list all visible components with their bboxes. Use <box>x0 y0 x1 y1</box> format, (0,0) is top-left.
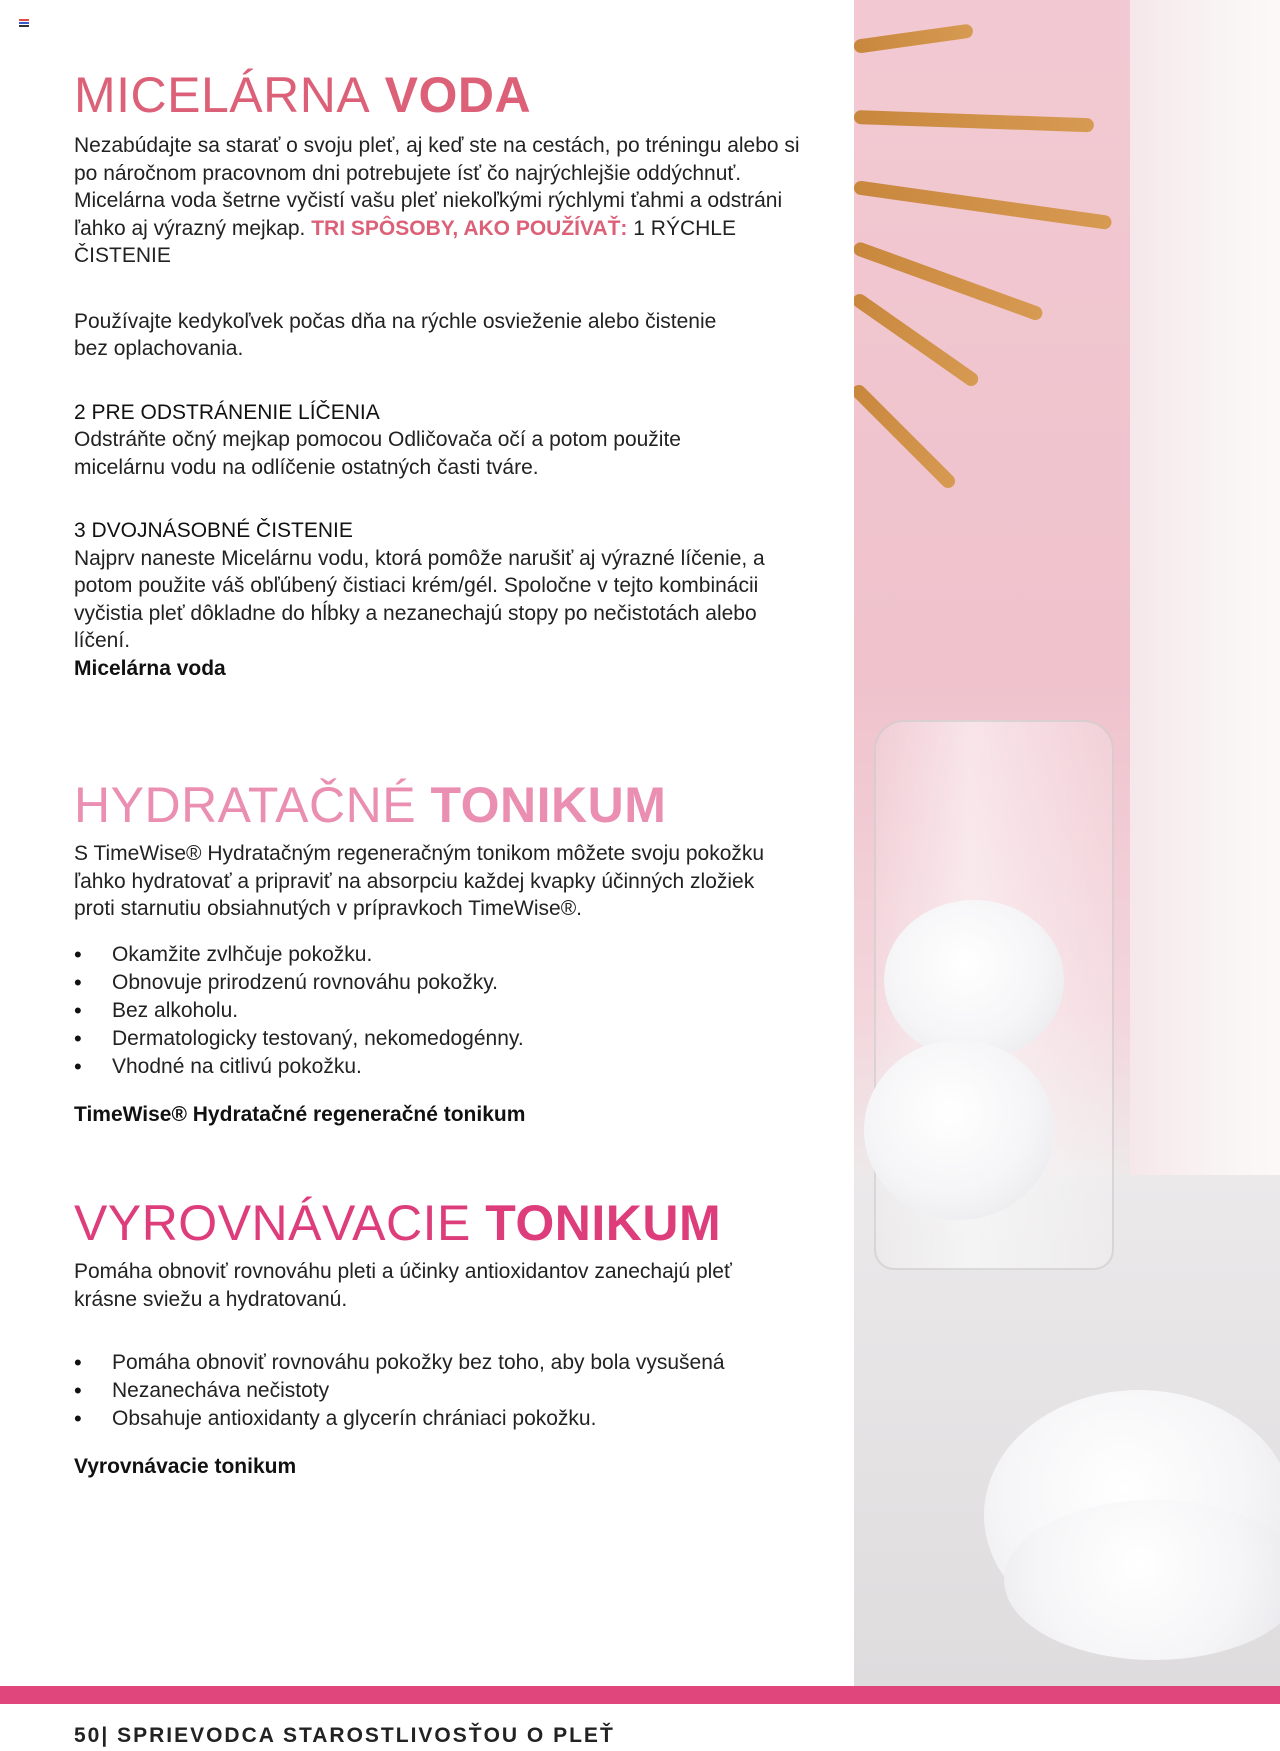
hydrating-product-name: TimeWise® Hydratačné regeneračné tonikum <box>74 1102 526 1126</box>
page-content <box>74 60 814 1481</box>
balancing-benefits-list <box>74 1349 814 1433</box>
ways-label: TRI SPÔSOBY, AKO POUŽÍVAŤ: <box>311 216 628 240</box>
list-item: • Vhodné na citlivú pokožku. <box>74 1053 814 1081</box>
list-item: • Dermatologicky testovaný, nekomedogénny. <box>74 1025 814 1053</box>
list-item: • Obnovuje prirodzenú rovnováhu pokožky. <box>74 969 814 997</box>
wooden-stick <box>854 110 1094 132</box>
cotton-pad <box>864 1040 1054 1220</box>
footer-accent-bar <box>0 1686 1280 1704</box>
cotton-pad <box>884 900 1064 1060</box>
way3-heading: 3 DVOJNÁSOBNÉ ČISTENIE <box>74 519 353 542</box>
way1-heading: 1 RÝCHLE ČISTENIE <box>74 216 736 267</box>
wooden-stick <box>854 291 981 389</box>
list-item: • Pomáha obnoviť rovnováhu pokožky bez toho, aby bola vysušená <box>74 1349 814 1377</box>
title-bold-part: VODA <box>384 67 532 123</box>
cotton-pads-photo <box>854 0 1280 1686</box>
title-light-part: MICELÁRNA <box>74 67 371 123</box>
wooden-stick <box>854 180 1112 230</box>
list-item: • Okamžite zvlhčuje pokožku. <box>74 941 814 969</box>
way2-text: Odstráňte očný mejkap pomocou Odličovača očí a potom použite micelárnu vodu na odlíčenie ostatných časti tváre. <box>74 428 681 479</box>
title-bold-part: TONIKUM <box>430 777 667 833</box>
hydrating-intro: S TimeWise® Hydratačným regeneračným tonikom môžete svoju pokožku ľahko hydratovať a pripraviť na absorpciu každej kvapky účinných zložiek proti starnutiu obsiahnutých v prípravkoch TimeWise®. <box>74 842 765 920</box>
way3-text: Najprv naneste Micelárnu vodu, ktorá pomôže narušiť aj výrazné líčenie, a potom použite váš obľúbený čistiaci krém/gél. Spoločne v tejto kombinácii vyčistia pleť dôkladne do hĺbky a nezanechajú stopy po nečistotách alebo líčení. <box>74 546 765 652</box>
micellar-product-name: Micelárna voda <box>74 656 226 680</box>
hydrating-toner-title <box>74 770 814 840</box>
way2-heading: 2 PRE ODSTRÁNENIE LÍČENIA <box>74 400 380 424</box>
hydrating-benefits-list <box>74 941 814 1081</box>
wooden-stick <box>854 382 958 491</box>
menu-icon[interactable] <box>19 19 29 27</box>
balancing-toner-title <box>74 1188 814 1258</box>
list-item: • Bez alkoholu. <box>74 997 814 1025</box>
title-light-part: VYROVNÁVACIE <box>74 1195 471 1251</box>
micellar-intro <box>74 132 814 270</box>
way1-text: Používajte kedykoľvek počas dňa na rýchle osvieženie alebo čistenie bez oplachovania. <box>74 309 717 360</box>
title-bold-part: TONIKUM <box>485 1195 722 1251</box>
list-item: • Obsahuje antioxidanty a glycerín chrániaci pokožku. <box>74 1405 814 1433</box>
title-light-part: HYDRATAČNÉ <box>74 777 417 833</box>
wooden-stick <box>854 23 974 54</box>
photo-wall <box>1130 0 1280 1180</box>
balancing-product-name: Vyrovnávacie tonikum <box>74 1455 297 1478</box>
list-item: • Nezanecháva nečistoty <box>74 1377 814 1405</box>
page-footer: 50| SPRIEVODCA STAROSTLIVOSŤOU O PLEŤ <box>74 1724 615 1747</box>
micellar-intro-text: Nezabúdajte sa starať o svoju pleť, aj keď ste na cestách, po tréningu alebo si po náročnom pracovnom dni potrebujete ísť čo najrýchlejšie oddýchnuť. Micelárna voda šetrne vyčistí vašu pleť niekoľkými rýchlymi ťahmi a odstráni ľahko aj výrazný mejkap. <box>74 134 800 240</box>
balancing-intro: Pomáha obnoviť rovnováhu pleti a účinky antioxidantov zanechajú pleť krásne sviežu a hydratovanú. <box>74 1260 732 1311</box>
micellar-water-title <box>74 60 814 130</box>
